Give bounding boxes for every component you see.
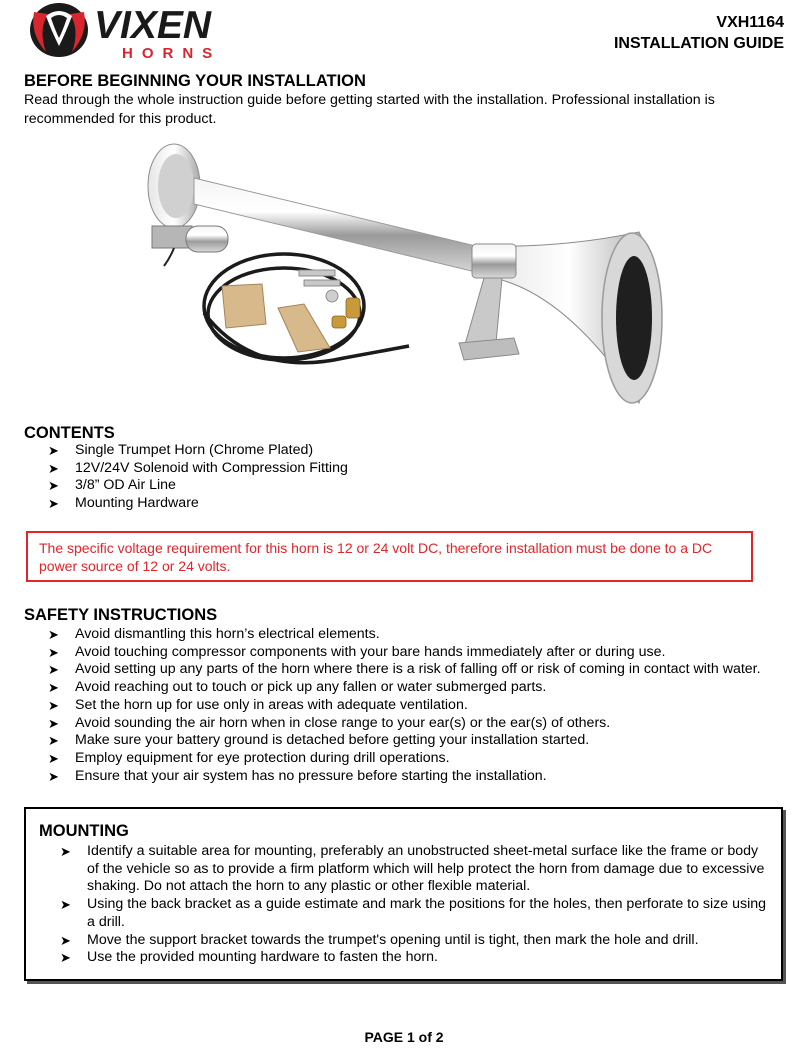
list-item: ➤ Ensure that your air system has no pressure before starting the installation. [48,767,547,784]
arrow-bullet-icon: ➤ [48,750,59,766]
page-number: PAGE 1 of 2 [364,1029,444,1045]
before-heading: BEFORE BEGINNING YOUR INSTALLATION [24,72,366,90]
support-bracket [464,278,502,348]
arrow-bullet-icon: ➤ [48,478,59,494]
list-item: ➤ Identify a suitable area for mounting, preferably an unobstructed sheet-metal surface like the frame or body of the vehicle so as to provide a firm platform which will help protect the horn from damage due to excessive shaking. Do not attach the horn to any plastic or other flexible material. [60,843,765,895]
before-text: Read through the whole instruction guide before getting started with the installation. Professional installation is recommended for this product. [24,92,715,127]
list-item: ➤ Avoid setting up any parts of the horn where there is a risk of falling off or risk of coming in contact with water. [48,661,761,678]
list-item: ➤ Mounting Hardware [48,495,199,512]
voltage-warning-box: The specific voltage requirement for this horn is 12 or 24 volt DC, therefore installation must be done to a DC power source of 12 or 24 volts. [26,531,753,582]
list-item: ➤ Avoid dismantling this horn’s electrical elements. [48,626,380,642]
list-item: ➤ Single Trumpet Horn (Chrome Plated) [48,442,314,458]
arrow-bullet-icon: ➤ [48,768,59,784]
mounting-heading: MOUNTING [39,822,129,840]
horn-emblem-icon [30,3,88,57]
safety-heading: SAFETY INSTRUCTIONS [24,606,218,624]
arrow-bullet-icon: ➤ [48,644,59,660]
document-id [614,12,784,54]
list-item: ➤ 3/8” OD Air Line [48,477,176,494]
arrow-bullet-icon: ➤ [48,715,59,731]
compression-fitting [346,298,360,318]
safety-list [48,626,788,785]
vixen-horns-logo [24,0,244,62]
arrow-bullet-icon: ➤ [48,443,59,458]
list-item: ➤ Move the support bracket towards the trumpet's opening until is tight, then mark the hole and drill. [60,931,699,948]
list-item: ➤ Avoid touching compressor components with your bare hands immediately after or during use. [48,643,666,660]
arrow-bullet-icon: ➤ [48,662,59,678]
mounting-plate [222,284,266,328]
arrow-bullet-icon: ➤ [48,697,59,713]
mounting-list [60,843,770,967]
list-item: ➤ Avoid reaching out to touch or pick up any fallen or water submerged parts. [48,679,547,696]
arrow-bullet-icon: ➤ [60,932,71,948]
mounting-plate [278,304,330,352]
list-item: ➤ 12V/24V Solenoid with Compression Fitting [48,459,348,476]
bolt [299,270,335,276]
solenoid [186,226,228,252]
arrow-bullet-icon: ➤ [60,897,71,913]
list-item: ➤ Use the provided mounting hardware to fasten the horn. [60,949,438,966]
list-item: ➤ Employ equipment for eye protection during drill operations. [48,749,450,766]
arrow-bullet-icon: ➤ [60,844,71,859]
arrow-bullet-icon: ➤ [48,627,59,642]
list-item: ➤ Avoid sounding the air horn when in close range to your ear(s) or the ear(s) of others. [48,714,611,731]
contents-heading: CONTENTS [24,424,115,442]
bolt [304,280,340,286]
guide-title: INSTALLATION GUIDE [613,35,784,52]
arrow-bullet-icon: ➤ [48,680,59,696]
horn-trumpet-tube [194,178,484,274]
brand-subword: HORNS [122,45,222,62]
arrow-bullet-icon: ➤ [48,733,59,749]
arrow-bullet-icon: ➤ [48,460,59,476]
list-item: ➤ Using the back bracket as a guide estimate and mark the positions for the holes, then perforate to size using a drill. [60,896,767,930]
list-item: ➤ Make sure your battery ground is detached before getting your installation started. [48,732,590,749]
arrow-bullet-icon: ➤ [48,496,59,512]
mounting-section [24,807,783,981]
arrow-bullet-icon: ➤ [60,950,71,966]
contents-list [48,442,348,513]
list-item: ➤ Set the horn up for use only in areas with adequate ventilation. [48,696,468,713]
brand-wordmark: VIXEN [94,4,212,47]
air-horn-product-image [134,138,674,408]
model-number: VXH1164 [716,14,784,31]
support-collar [472,244,516,278]
